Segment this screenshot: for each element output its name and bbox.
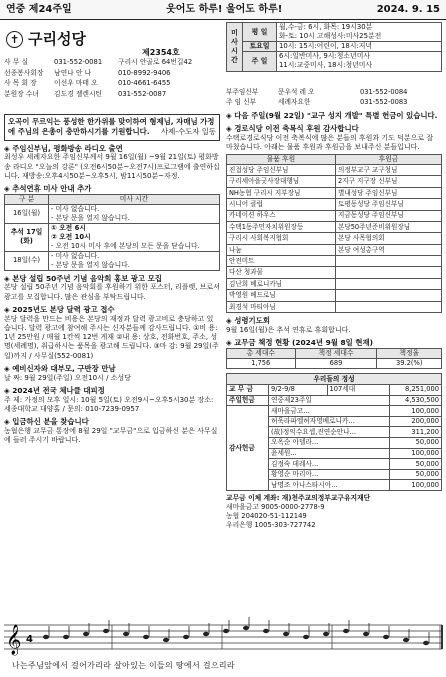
note-icon: [243, 626, 249, 630]
table-row: 다산 청과물: [227, 267, 442, 278]
offering-table: [226, 373, 442, 491]
table-row: (故)정익수요셉,진연순안나... 311,200: [227, 427, 442, 438]
note-icon: [423, 641, 429, 645]
contact-row: 분원장 수녀 김도경 젤렌시틴 031-552-0087: [4, 89, 167, 98]
sponsor-table: [226, 154, 442, 313]
account-info: 교무금 이체 계좌: 재)천주교의정부교구유지재단 새마을금고 9005-0000-2778-9 농협 204020-51-112149 우리은행 1005-303-727742: [226, 493, 371, 529]
table-row: 허욱라파엘허자영베로니카... 200,000: [227, 416, 442, 427]
section-title: ◈ 2024년 전국 체나클 대피정: [4, 385, 105, 395]
section-ad: [4, 274, 220, 302]
table-row: 카네이션 하우스 지금동성당 주임신부님: [227, 210, 442, 221]
issue-number: 제2354호: [142, 48, 180, 57]
section-body: 최성우 세례자요한 주임신부께서 9월 16일(월) ~9월 21일(토) 평화방송 라디오 "오늘의 강론" (오전6시50분~오전7시)프로그램에 출연하십니다. 재방송:오후4시50분~오후5시, 밤11시50분~자정.: [4, 153, 220, 180]
table-row: 박영원 베드로님: [227, 290, 442, 301]
staff-list: [226, 88, 442, 108]
section-retreat: [4, 386, 220, 414]
table-row: 최경석 마티아님: [227, 301, 442, 312]
table-row: 진접성당 주임신부님 의정부교구 교구청님: [227, 164, 442, 175]
note-icon: [323, 632, 329, 636]
finance-status-table: 총 세대수 책정 세대수 책정율 1,756 689 39.2(%): [226, 348, 442, 370]
greeting-note: [4, 114, 220, 141]
table-row: 오옥순 아델라... 50,000: [227, 437, 442, 448]
motto: 웃어도 하루! 울어도 하루!: [166, 3, 283, 15]
staff-row: 주 임 신부 세례자요한 031-552-0083: [226, 98, 408, 106]
table-row: 감사헌금 새마을금고... 100,000: [227, 406, 442, 417]
section-body: 수택로경로식당 이전 축복식에 많은 분들의 후원과 기도 덕분으로 잘 마쳤습니다. 아래는 물품 후원과 후원금을 보내주신 분들입니다.: [226, 133, 434, 151]
section-calendar: [4, 305, 220, 361]
mass-table: [4, 194, 220, 271]
section-body: 본당 설립 50주년 기념 음악회를 후원하기 위한 포스터, 리플렛, 브로셔 광고를 모집합니다. 많은 관심을 부탁드립니다.: [4, 283, 220, 301]
section-title: ◈ 주임신부님, 평화방송 라디오 출연: [4, 143, 123, 153]
schedule-label: 미 사 시 간: [227, 23, 243, 72]
section-finance-status: [226, 338, 442, 369]
section-catechumen: [4, 364, 220, 383]
table-row: 나눔 본당 여성총구역: [227, 244, 442, 255]
note-icon: [303, 635, 309, 639]
contact-row: 사 무 실 031-552-0081 구리시 안골로 64번길42: [4, 58, 193, 66]
table-row: 시니어 클럽 토평동성당 주임신부님: [227, 199, 442, 210]
contact-list: [4, 58, 220, 100]
table-row: 남명조 아나스타시아... 100,000: [227, 480, 442, 491]
section-title: ◈ 추석연휴 미사 안내 추가: [4, 184, 92, 194]
note-icon: [43, 635, 49, 639]
section-title: ◈ 경로식당 이전 축복식 후원 감사합니다: [226, 123, 359, 133]
table-row: 김난희 베로니카님: [227, 278, 442, 289]
parish-header: [4, 22, 220, 114]
table-row: 18일(수) - 미사 없습니다. - 본당 문을 열지 않습니다.: [5, 251, 220, 270]
section-prayer: [226, 316, 442, 335]
section-mass: [4, 184, 220, 271]
note-icon: [263, 629, 269, 633]
note-icon: [203, 632, 209, 636]
cross-icon: ✝: [6, 31, 23, 48]
table-row: 수택1동주민자치위원장등 본당50주년준비위원장님: [227, 221, 442, 232]
note-icon: [283, 632, 289, 636]
section-title: ◈ 다음 주일(9월 22일) "교구 성지 개발" 특별 헌금이 있습니다.: [226, 111, 438, 120]
section-body: 농협은행 교무금 통장에 8월 29일 "교무금"으로 입금하신 분은 사무실에 들러 주시기 바랍니다.: [4, 426, 218, 445]
section-body: 본당 달력을 만드는 비용은 본당의 재정과 달력 광고비로 충당하고 있습니다. 달력 광고에 참여해 주시는 신자분들께 감사드립니다. ①비 용: 1년 25만원 / 매월 1칸씩 12번 게재 ②내 용: 상호, 전화번호, 주소, 성명(세례명), 취급하시는 품목을 광고해 드립니다. ③마 감: 9월 29일(주일)까지 / 사무실(552-0081): [4, 314, 219, 360]
table-row: 안전미트: [227, 256, 442, 267]
staff-row: 부주임신부 문우석 레 오 031-552-0084: [226, 88, 408, 96]
note-icon: [343, 629, 349, 633]
mass-schedule: [226, 22, 442, 86]
section-radio: [4, 144, 220, 181]
table-row: 추석 17일(화) ① 오전 6시 ② 오전 10시 - 오전 10시 미사 후에 본당의 모든 문을 닫습니다.: [5, 223, 220, 251]
note-icon: [403, 638, 409, 642]
contact-row: 선종봉사회장 남연나 안 나 010-8992-9406: [4, 68, 171, 77]
note-icon: [103, 629, 109, 633]
table-header: 구 분: [5, 194, 49, 204]
section-title: ◈ 2025년도 본당 달력 광고 접수: [4, 304, 115, 314]
note-icon: [223, 629, 229, 633]
note-icon: [183, 635, 189, 639]
svg-text:4: 4: [26, 634, 33, 645]
section-body: 주 제: 가정의 모후 일시: 10월 5일(토) 오전9시~오후5시30분 장소: 세종대학교 대양홀 / 문의: 010-7239-0957: [4, 395, 214, 413]
table-row: NH농협 구리시 지부장님 별내성당 주임신부님: [227, 187, 442, 198]
schedule-table: 미 사 시 간 평 일 월,수-금: 6시, 화목: 19시30분 화-토: 10시 고해성사:미사25분전 토요일 10시: 15시:어린이, 18시:저녁 주 일 6시:일반미사, 9시:청소년미사 11시:교중미사, 18시:청년미사: [226, 22, 442, 72]
note-icon: [123, 632, 129, 636]
date: 2024. 9. 15: [376, 3, 440, 15]
table-header: 후원금: [335, 155, 441, 165]
note-icon: [163, 638, 169, 642]
section-title: ◈ 예비신자와 대부모, 구반장 만남: [4, 363, 116, 373]
table-row: 구리시 사회복지협회 본당 사목협의회: [227, 233, 442, 244]
section-title: ◈ 입금하신 분을 찾습니다: [4, 417, 89, 427]
hymn-staff: [2, 617, 444, 675]
hymn-lyrics: 나는주님앞에서 걸어가리라 살아있는 이들의 땅에서 걸으리라: [12, 661, 235, 670]
note-icon: [143, 635, 149, 639]
section-title: ◈ 교무금 책정 현황 (2024년 9월 8일 현재): [226, 338, 373, 348]
table-row: 주일헌금 연중제23주일 4,530,500: [227, 395, 442, 406]
table-row: 김정숙 데레사... 50,000: [227, 459, 442, 470]
table-row: 16일(월) - 미사 없습니다. - 본당 문을 열지 않습니다.: [5, 204, 220, 223]
section-special-offering: [226, 111, 442, 121]
top-banner: [0, 0, 446, 20]
liturgy-week: 연중 제24주일: [6, 3, 72, 15]
table-row: 교 무 금 9/2-9/8 107세대 8,251,000: [227, 384, 442, 395]
table-row: 황영순 마리아... 50,000: [227, 469, 442, 480]
left-column: [4, 22, 220, 445]
table-header: 미사 시간: [49, 194, 220, 204]
parish-name: 구리성당: [28, 30, 86, 48]
note-icon: [83, 632, 89, 636]
greeting-sign: 사제-수도자 일동: [161, 127, 216, 137]
note-icon: [63, 635, 69, 639]
note-icon: [363, 632, 369, 636]
section-title: ◈ 성령기도회: [226, 316, 270, 326]
greeting-text: 오곡이 무르익는 풍성한 한가위를 맞이하여 형제님, 자매님 가정에 주님의 은총이 충만하시기를 기원합니다.: [8, 117, 215, 137]
note-icon: [383, 635, 389, 639]
music-staff-icon: [2, 617, 444, 661]
table-row: 구리세아을굿사장대행님 2지구 지구장 신부님: [227, 176, 442, 187]
section-thanks: [226, 124, 442, 152]
parish-logo: [6, 30, 86, 50]
svg-text:𝄞: 𝄞: [6, 625, 22, 655]
section-body: 9월 16일(월)은 추석 연휴로 휴회합니다.: [226, 325, 351, 334]
section-body: 날 짜: 9월 29일(주일) 오전10시 / 소성당: [4, 373, 131, 382]
contact-row: 사 목 회 장 이선우 마태 오 010-4661-6455: [4, 79, 171, 88]
right-column: [226, 22, 442, 530]
section-deposit: [4, 417, 220, 445]
section-title: ◈ 본당 설립 50주년 기념 음악회 홍보 광고 모집: [4, 273, 162, 283]
offering-title: 우리들의 정성: [227, 374, 442, 385]
table-header: 물품 후원: [227, 155, 336, 165]
table-row: 윤세원... 100,000: [227, 448, 442, 459]
